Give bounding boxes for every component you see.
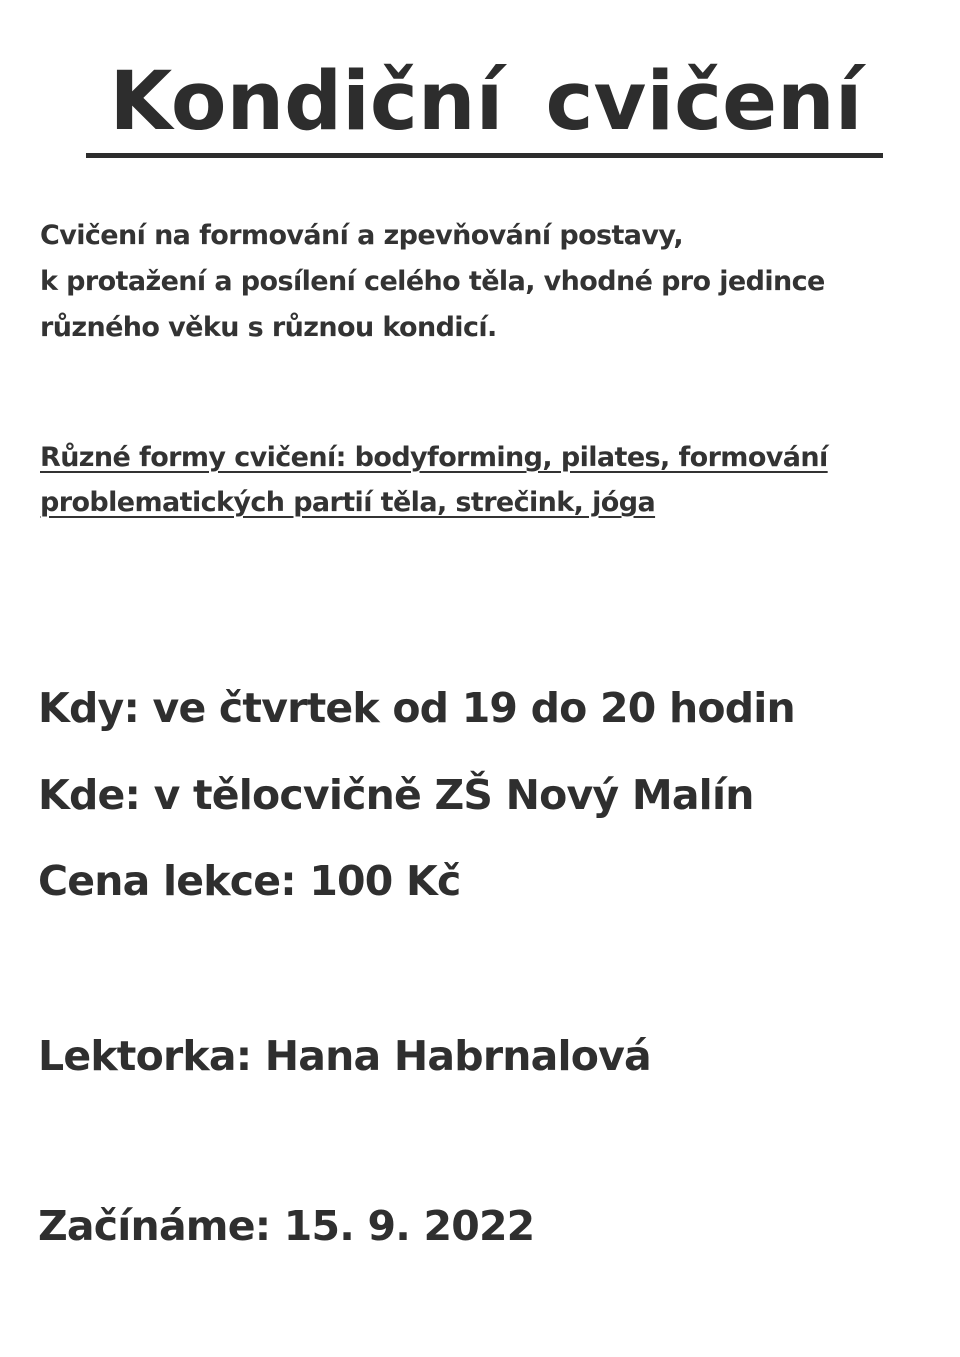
intro-line-2: k protažení a posílení celého těla, vhodné pro jedince [40, 266, 825, 297]
start-date-info: Začínáme: 15. 9. 2022 [38, 1202, 535, 1250]
exercise-forms-paragraph [40, 435, 930, 525]
intro-line-3: různého věku s různou kondicí. [40, 312, 497, 343]
price-info: Cena lekce: 100 Kč [38, 857, 461, 905]
intro-paragraph [40, 213, 920, 351]
intro-line-1: Cvičení na formování a zpevňování postavy, [40, 220, 683, 251]
when-info: Kdy: ve čtvrtek od 19 do 20 hodin [38, 684, 795, 732]
exercise-forms-line-2: problematických partií těla, strečink, jóga [40, 487, 656, 518]
title-underline [86, 153, 883, 158]
instructor-info: Lektorka: Hana Habrnalová [38, 1032, 651, 1080]
where-info: Kde: v tělocvičně ZŠ Nový Malín [38, 771, 754, 819]
page-title: Kondiční cvičení [109, 55, 863, 149]
exercise-forms-line-1: Různé formy cvičení: bodyforming, pilates, formování [40, 442, 828, 473]
